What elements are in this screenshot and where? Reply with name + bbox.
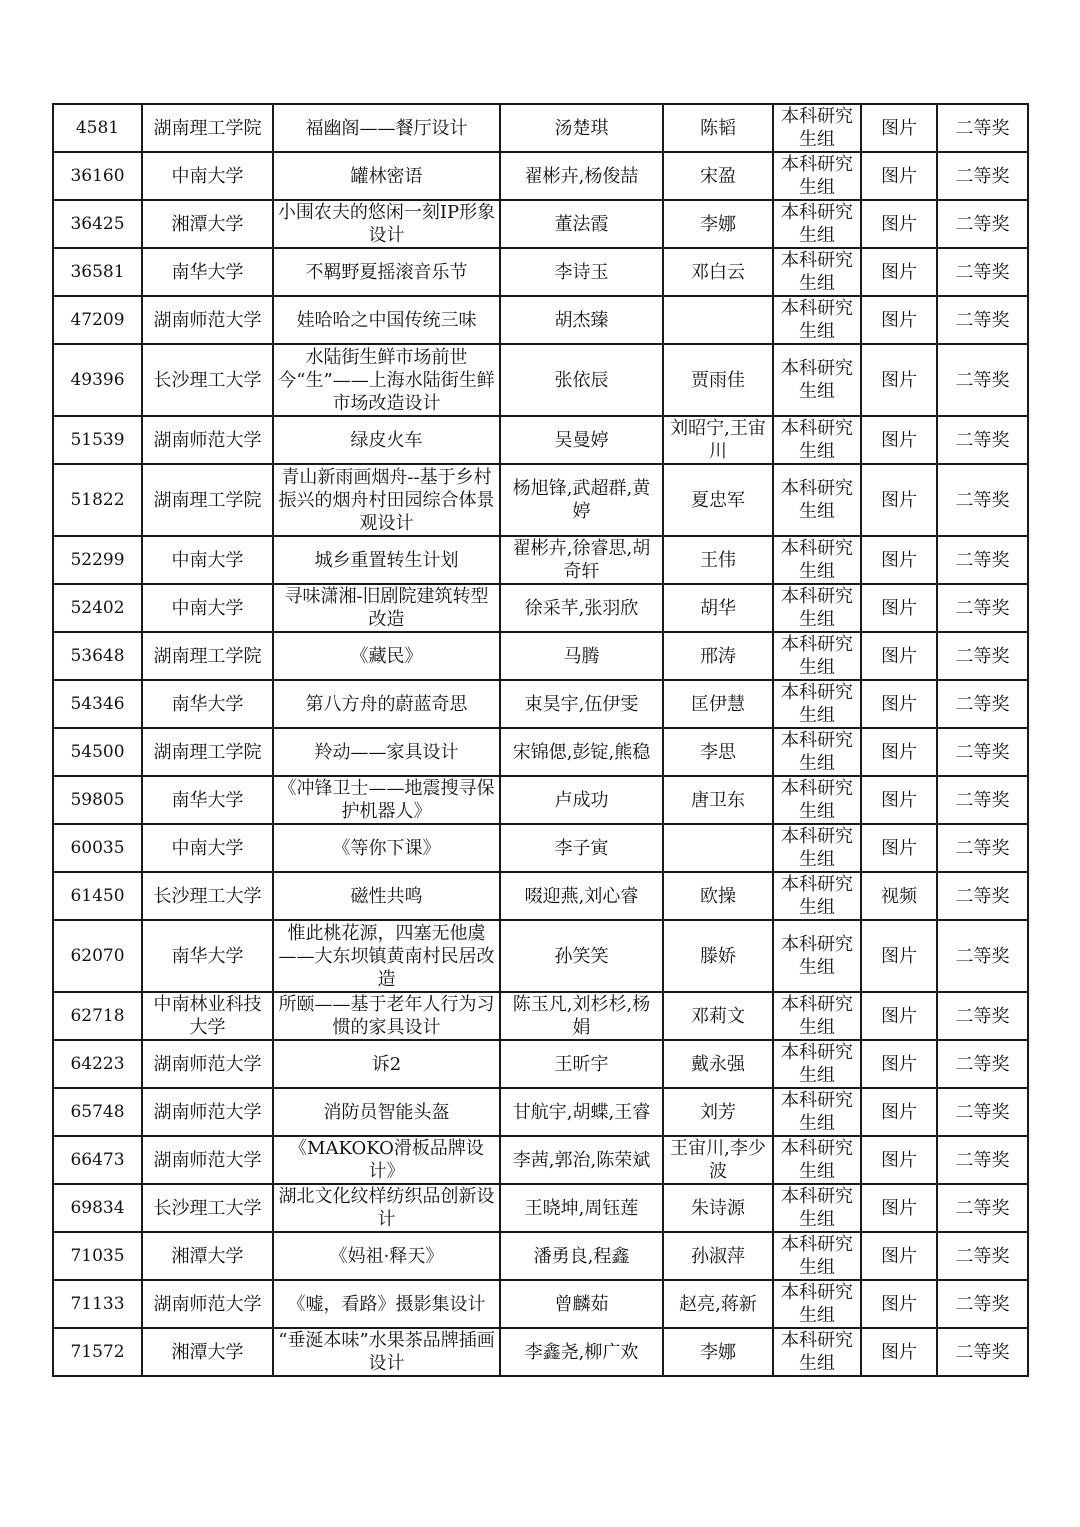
award: 二等奖 xyxy=(937,1088,1028,1136)
work-title: 第八方舟的蔚蓝奇思 xyxy=(273,680,500,728)
award: 二等奖 xyxy=(937,464,1028,536)
authors: 翟彬卉,杨俊喆 xyxy=(500,152,663,200)
work-title: 《冲锋卫士——地震搜寻保护机器人》 xyxy=(273,776,500,824)
work-type: 图片 xyxy=(861,464,937,536)
advisor: 王伟 xyxy=(663,536,773,584)
group: 本科研究生组 xyxy=(773,1280,861,1328)
work-title: 罐林密语 xyxy=(273,152,500,200)
advisor: 欧操 xyxy=(663,872,773,920)
entry-id: 62718 xyxy=(53,992,142,1040)
award-table xyxy=(52,103,1029,1377)
work-title: 《等你下课》 xyxy=(273,824,500,872)
entry-id: 60035 xyxy=(53,824,142,872)
work-type: 图片 xyxy=(861,152,937,200)
school: 南华大学 xyxy=(142,920,273,992)
group: 本科研究生组 xyxy=(773,416,861,464)
school: 湖南理工学院 xyxy=(142,104,273,152)
work-type: 图片 xyxy=(861,1184,937,1232)
school: 湘潭大学 xyxy=(142,1328,273,1376)
group: 本科研究生组 xyxy=(773,776,861,824)
authors: 宋锦偲,彭锭,熊稳 xyxy=(500,728,663,776)
work-title: 小围农夫的悠闲一刻IP形象设计 xyxy=(273,200,500,248)
work-type: 图片 xyxy=(861,824,937,872)
work-type: 图片 xyxy=(861,104,937,152)
advisor: 李娜 xyxy=(663,200,773,248)
school: 湘潭大学 xyxy=(142,200,273,248)
work-title: 惟此桃花源，四塞无他虞——大东坝镇黄南村民居改造 xyxy=(273,920,500,992)
entry-id: 64223 xyxy=(53,1040,142,1088)
school: 湖南师范大学 xyxy=(142,1136,273,1184)
advisor: 夏忠军 xyxy=(663,464,773,536)
award: 二等奖 xyxy=(937,824,1028,872)
work-title: 所颐——基于老年人行为习惯的家具设计 xyxy=(273,992,500,1040)
entry-id: 52402 xyxy=(53,584,142,632)
work-title: 《嘘，看路》摄影集设计 xyxy=(273,1280,500,1328)
entry-id: 51822 xyxy=(53,464,142,536)
school: 南华大学 xyxy=(142,680,273,728)
work-title: 城乡重置转生计划 xyxy=(273,536,500,584)
authors: 马腾 xyxy=(500,632,663,680)
advisor: 李思 xyxy=(663,728,773,776)
school: 湖南理工学院 xyxy=(142,464,273,536)
table-row xyxy=(53,1232,1028,1280)
entry-id: 52299 xyxy=(53,536,142,584)
work-type: 图片 xyxy=(861,416,937,464)
entry-id: 54500 xyxy=(53,728,142,776)
advisor: 邓莉文 xyxy=(663,992,773,1040)
authors: 杨旭锋,武超群,黄婷 xyxy=(500,464,663,536)
table-row xyxy=(53,1184,1028,1232)
group: 本科研究生组 xyxy=(773,296,861,344)
award: 二等奖 xyxy=(937,416,1028,464)
group: 本科研究生组 xyxy=(773,536,861,584)
award: 二等奖 xyxy=(937,1184,1028,1232)
school: 中南林业科技大学 xyxy=(142,992,273,1040)
authors: 孙笑笑 xyxy=(500,920,663,992)
table-row xyxy=(53,464,1028,536)
group: 本科研究生组 xyxy=(773,344,861,416)
school: 湖南师范大学 xyxy=(142,416,273,464)
table-row xyxy=(53,1280,1028,1328)
work-title: 诉2 xyxy=(273,1040,500,1088)
group: 本科研究生组 xyxy=(773,728,861,776)
table-row xyxy=(53,1136,1028,1184)
group: 本科研究生组 xyxy=(773,680,861,728)
work-type: 图片 xyxy=(861,200,937,248)
work-type: 图片 xyxy=(861,248,937,296)
entry-id: 71035 xyxy=(53,1232,142,1280)
work-title: 绿皮火车 xyxy=(273,416,500,464)
school: 中南大学 xyxy=(142,824,273,872)
advisor: 李娜 xyxy=(663,1328,773,1376)
table-row xyxy=(53,200,1028,248)
advisor: 王宙川,李少波 xyxy=(663,1136,773,1184)
school: 湘潭大学 xyxy=(142,1232,273,1280)
authors: 李诗玉 xyxy=(500,248,663,296)
entry-id: 4581 xyxy=(53,104,142,152)
award-list-sheet xyxy=(52,103,1027,1377)
group: 本科研究生组 xyxy=(773,992,861,1040)
award: 二等奖 xyxy=(937,584,1028,632)
entry-id: 65748 xyxy=(53,1088,142,1136)
work-title: 湖北文化纹样纺织品创新设计 xyxy=(273,1184,500,1232)
work-type: 图片 xyxy=(861,536,937,584)
table-row xyxy=(53,680,1028,728)
award: 二等奖 xyxy=(937,920,1028,992)
entry-id: 59805 xyxy=(53,776,142,824)
group: 本科研究生组 xyxy=(773,824,861,872)
authors: 李子寅 xyxy=(500,824,663,872)
award: 二等奖 xyxy=(937,680,1028,728)
work-title: “垂涎本味”水果茶品牌插画设计 xyxy=(273,1328,500,1376)
authors: 曾麟茹 xyxy=(500,1280,663,1328)
work-type: 图片 xyxy=(861,1088,937,1136)
group: 本科研究生组 xyxy=(773,872,861,920)
table-row xyxy=(53,632,1028,680)
advisor xyxy=(663,296,773,344)
entry-id: 36160 xyxy=(53,152,142,200)
authors: 董法霞 xyxy=(500,200,663,248)
school: 南华大学 xyxy=(142,248,273,296)
group: 本科研究生组 xyxy=(773,1328,861,1376)
authors: 胡杰臻 xyxy=(500,296,663,344)
table-row xyxy=(53,104,1028,152)
table-row xyxy=(53,776,1028,824)
work-title: 不羁野夏摇滚音乐节 xyxy=(273,248,500,296)
entry-id: 61450 xyxy=(53,872,142,920)
award: 二等奖 xyxy=(937,1136,1028,1184)
work-type: 图片 xyxy=(861,992,937,1040)
authors: 徐采芊,张羽欣 xyxy=(500,584,663,632)
work-type: 视频 xyxy=(861,872,937,920)
entry-id: 51539 xyxy=(53,416,142,464)
entry-id: 47209 xyxy=(53,296,142,344)
table-row xyxy=(53,992,1028,1040)
authors: 潘勇良,程鑫 xyxy=(500,1232,663,1280)
authors: 卢成功 xyxy=(500,776,663,824)
group: 本科研究生组 xyxy=(773,1088,861,1136)
work-type: 图片 xyxy=(861,1280,937,1328)
school: 长沙理工大学 xyxy=(142,1184,273,1232)
group: 本科研究生组 xyxy=(773,464,861,536)
entry-id: 71572 xyxy=(53,1328,142,1376)
group: 本科研究生组 xyxy=(773,152,861,200)
advisor: 戴永强 xyxy=(663,1040,773,1088)
entry-id: 54346 xyxy=(53,680,142,728)
school: 湖南师范大学 xyxy=(142,1040,273,1088)
group: 本科研究生组 xyxy=(773,104,861,152)
award: 二等奖 xyxy=(937,152,1028,200)
entry-id: 36425 xyxy=(53,200,142,248)
work-title: 《MAKOKO滑板品牌设计》 xyxy=(273,1136,500,1184)
school: 长沙理工大学 xyxy=(142,344,273,416)
group: 本科研究生组 xyxy=(773,200,861,248)
authors: 翟彬卉,徐睿思,胡奇轩 xyxy=(500,536,663,584)
advisor: 宋盈 xyxy=(663,152,773,200)
work-type: 图片 xyxy=(861,344,937,416)
school: 湖南师范大学 xyxy=(142,1280,273,1328)
school: 湖南师范大学 xyxy=(142,296,273,344)
award: 二等奖 xyxy=(937,344,1028,416)
entry-id: 69834 xyxy=(53,1184,142,1232)
work-title: 娃哈哈之中国传统三味 xyxy=(273,296,500,344)
award: 二等奖 xyxy=(937,992,1028,1040)
advisor: 陈韬 xyxy=(663,104,773,152)
award: 二等奖 xyxy=(937,536,1028,584)
authors: 张依辰 xyxy=(500,344,663,416)
school: 中南大学 xyxy=(142,152,273,200)
group: 本科研究生组 xyxy=(773,1184,861,1232)
award: 二等奖 xyxy=(937,104,1028,152)
advisor: 朱诗源 xyxy=(663,1184,773,1232)
award: 二等奖 xyxy=(937,728,1028,776)
award: 二等奖 xyxy=(937,248,1028,296)
work-type: 图片 xyxy=(861,1328,937,1376)
award-table-body xyxy=(53,104,1028,1376)
entry-id: 62070 xyxy=(53,920,142,992)
advisor: 唐卫东 xyxy=(663,776,773,824)
advisor: 邓白云 xyxy=(663,248,773,296)
table-row xyxy=(53,536,1028,584)
school: 湖南师范大学 xyxy=(142,1088,273,1136)
table-row xyxy=(53,1088,1028,1136)
work-type: 图片 xyxy=(861,776,937,824)
group: 本科研究生组 xyxy=(773,584,861,632)
award: 二等奖 xyxy=(937,1280,1028,1328)
authors: 吴曼婷 xyxy=(500,416,663,464)
table-row xyxy=(53,824,1028,872)
school: 南华大学 xyxy=(142,776,273,824)
group: 本科研究生组 xyxy=(773,1040,861,1088)
table-row xyxy=(53,416,1028,464)
work-type: 图片 xyxy=(861,1232,937,1280)
work-title: 青山新雨画烟舟--基于乡村振兴的烟舟村田园综合体景观设计 xyxy=(273,464,500,536)
table-row xyxy=(53,728,1028,776)
authors: 王晓坤,周钰莲 xyxy=(500,1184,663,1232)
authors: 啜迎燕,刘心睿 xyxy=(500,872,663,920)
entry-id: 66473 xyxy=(53,1136,142,1184)
entry-id: 53648 xyxy=(53,632,142,680)
advisor: 贾雨佳 xyxy=(663,344,773,416)
table-row xyxy=(53,584,1028,632)
school: 长沙理工大学 xyxy=(142,872,273,920)
work-title: 寻味潇湘-旧剧院建筑转型改造 xyxy=(273,584,500,632)
award: 二等奖 xyxy=(937,632,1028,680)
authors: 甘航宇,胡蝶,王睿 xyxy=(500,1088,663,1136)
authors: 束昊宇,伍伊雯 xyxy=(500,680,663,728)
group: 本科研究生组 xyxy=(773,1136,861,1184)
work-title: 磁性共鸣 xyxy=(273,872,500,920)
advisor: 赵亮,蒋新 xyxy=(663,1280,773,1328)
entry-id: 49396 xyxy=(53,344,142,416)
authors: 李鑫尧,柳广欢 xyxy=(500,1328,663,1376)
advisor: 滕娇 xyxy=(663,920,773,992)
table-row xyxy=(53,152,1028,200)
table-row xyxy=(53,1040,1028,1088)
work-type: 图片 xyxy=(861,728,937,776)
work-type: 图片 xyxy=(861,1136,937,1184)
work-type: 图片 xyxy=(861,584,937,632)
authors: 李茜,郭治,陈荣斌 xyxy=(500,1136,663,1184)
table-row xyxy=(53,920,1028,992)
work-title: 羚动——家具设计 xyxy=(273,728,500,776)
advisor: 胡华 xyxy=(663,584,773,632)
work-title: 水陆街生鲜市场前世今“生”——上海水陆街生鲜市场改造设计 xyxy=(273,344,500,416)
advisor: 刘芳 xyxy=(663,1088,773,1136)
award: 二等奖 xyxy=(937,1328,1028,1376)
work-type: 图片 xyxy=(861,632,937,680)
table-row xyxy=(53,296,1028,344)
work-type: 图片 xyxy=(861,920,937,992)
award: 二等奖 xyxy=(937,1232,1028,1280)
school: 湖南理工学院 xyxy=(142,632,273,680)
entry-id: 36581 xyxy=(53,248,142,296)
authors: 王昕宇 xyxy=(500,1040,663,1088)
school: 中南大学 xyxy=(142,536,273,584)
table-row xyxy=(53,344,1028,416)
entry-id: 71133 xyxy=(53,1280,142,1328)
table-row xyxy=(53,872,1028,920)
advisor xyxy=(663,824,773,872)
group: 本科研究生组 xyxy=(773,920,861,992)
work-title: 《妈祖·释天》 xyxy=(273,1232,500,1280)
work-type: 图片 xyxy=(861,680,937,728)
table-row xyxy=(53,248,1028,296)
advisor: 孙淑萍 xyxy=(663,1232,773,1280)
work-type: 图片 xyxy=(861,296,937,344)
authors: 陈玉凡,刘杉杉,杨娟 xyxy=(500,992,663,1040)
work-title: 福幽阁——餐厅设计 xyxy=(273,104,500,152)
award: 二等奖 xyxy=(937,872,1028,920)
school: 湖南理工学院 xyxy=(142,728,273,776)
advisor: 匡伊慧 xyxy=(663,680,773,728)
award: 二等奖 xyxy=(937,776,1028,824)
work-title: 《藏民》 xyxy=(273,632,500,680)
school: 中南大学 xyxy=(142,584,273,632)
group: 本科研究生组 xyxy=(773,248,861,296)
advisor: 刘昭宁,王宙川 xyxy=(663,416,773,464)
group: 本科研究生组 xyxy=(773,1232,861,1280)
group: 本科研究生组 xyxy=(773,632,861,680)
table-row xyxy=(53,1328,1028,1376)
advisor: 邢涛 xyxy=(663,632,773,680)
award: 二等奖 xyxy=(937,296,1028,344)
award: 二等奖 xyxy=(937,200,1028,248)
work-type: 图片 xyxy=(861,1040,937,1088)
authors: 汤楚琪 xyxy=(500,104,663,152)
work-title: 消防员智能头盔 xyxy=(273,1088,500,1136)
award: 二等奖 xyxy=(937,1040,1028,1088)
